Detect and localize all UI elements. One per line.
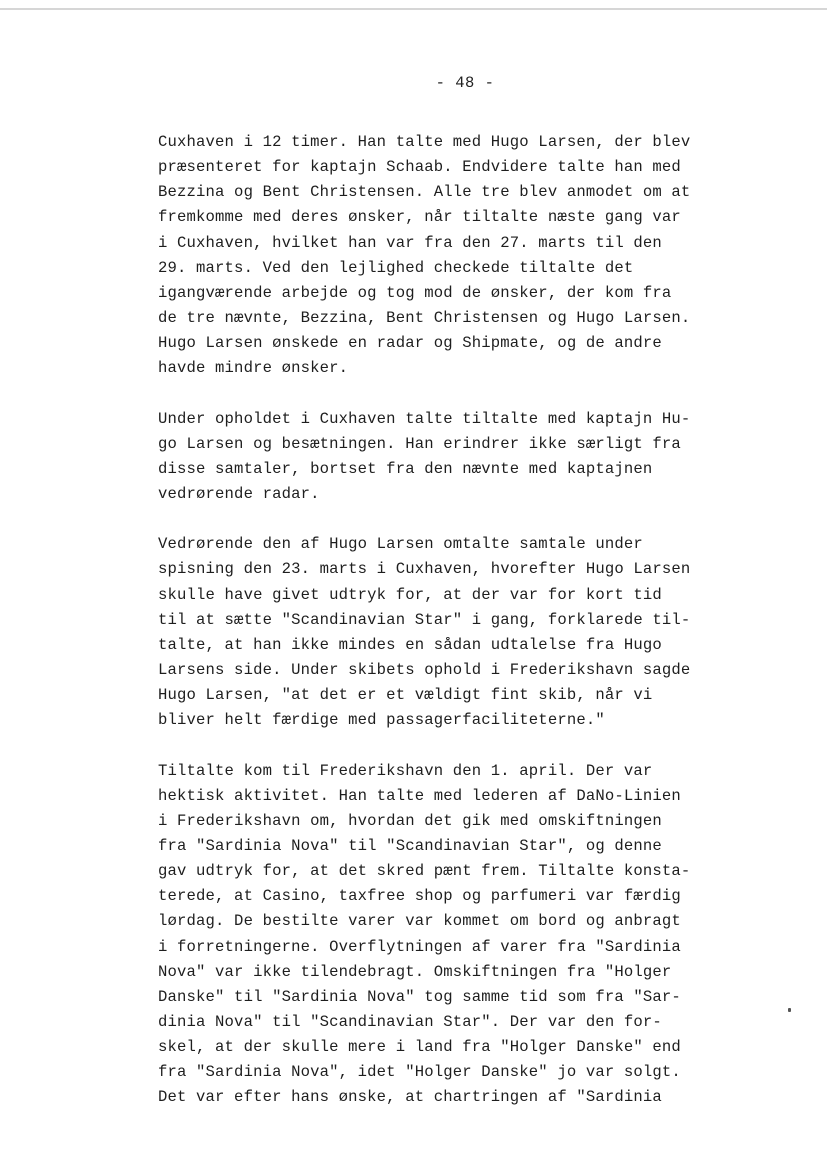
text-line: skulle have givet udtryk for, at der var for kort tid <box>158 585 662 604</box>
text-line: hektisk aktivitet. Han talte med lederen af DaNo-Linien <box>158 786 681 805</box>
text-line: bliver helt færdige med passagerfaciliteterne." <box>158 711 605 730</box>
text-line: talte, at han ikke mindes en sådan udtalelse fra Hugo <box>158 635 662 654</box>
text-line: Larsens side. Under skibets ophold i Frederikshavn sagde <box>158 660 691 679</box>
text-line: de tre nævnte, Bezzina, Bent Christensen og Hugo Larsen. <box>158 308 691 327</box>
scan-speck <box>788 1008 791 1012</box>
paragraph <box>158 407 778 508</box>
text-line: i Frederikshavn om, hvordan det gik med omskiftningen <box>158 811 662 830</box>
page-number: - 48 - <box>435 74 495 92</box>
text-line: disse samtaler, bortset fra den nævnte med kaptajnen <box>158 459 653 478</box>
text-line: fremkomme med deres ønsker, når tiltalte næste gang var <box>158 208 681 227</box>
text-line: Cuxhaven i 12 timer. Han talte med Hugo Larsen, der blev <box>158 133 691 151</box>
text-line: fra "Sardinia Nova", idet "Holger Danske" jo var solgt. <box>158 1063 681 1082</box>
text-line: dinia Nova" til "Scandinavian Star". Der var den for- <box>158 1012 662 1031</box>
text-line: go Larsen og besætningen. Han erindrer ikke særligt fra <box>158 434 681 453</box>
text-line: præsenteret for kaptajn Schaab. Endvidere talte han med <box>158 158 681 177</box>
text-line: i Cuxhaven, hvilket han var fra den 27. marts til den <box>158 233 662 252</box>
text-line: igangværende arbejde og tog mod de ønsker, der kom fra <box>158 283 672 302</box>
paragraph <box>158 759 778 1111</box>
text-line: Hugo Larsen ønskede en radar og Shipmate, og de andre <box>158 334 662 353</box>
text-line: terede, at Casino, taxfree shop og parfumeri var færdig <box>158 887 681 906</box>
text-line: Bezzina og Bent Christensen. Alle tre blev anmodet om at <box>158 183 691 202</box>
text-line: skel, at der skulle mere i land fra "Holger Danske" end <box>158 1038 681 1057</box>
text-line: Tiltalte kom til Frederikshavn den 1. april. Der var <box>158 761 653 780</box>
text-line: Under opholdet i Cuxhaven talte tiltalte med kaptajn Hu- <box>158 409 691 428</box>
text-line: Danske" til "Sardinia Nova" tog samme tid som fra "Sar- <box>158 987 681 1006</box>
paragraph <box>158 532 778 733</box>
text-line: til at sætte "Scandinavian Star" i gang, forklarede til- <box>158 610 691 629</box>
text-line: havde mindre ønsker. <box>158 359 349 378</box>
text-line: lørdag. De bestilte varer var kommet om bord og anbragt <box>158 912 681 931</box>
text-line: gav udtryk for, at det skred pænt frem. Tiltalte konsta- <box>158 862 691 881</box>
text-line: Vedrørende den af Hugo Larsen omtalte samtale under <box>158 535 643 554</box>
text-line: Nova" var ikke tilendebragt. Omskiftningen fra "Holger <box>158 962 672 981</box>
scan-top-edge <box>0 8 827 10</box>
text-line: spisning den 23. marts i Cuxhaven, hvorefter Hugo Larsen <box>158 560 691 579</box>
text-line: Hugo Larsen, "at det er et vældigt fint skib, når vi <box>158 686 653 705</box>
text-line: Det var efter hans ønske, at chartringen af "Sardinia <box>158 1088 662 1107</box>
text-line: vedrørende radar. <box>158 484 320 503</box>
document-body <box>158 130 778 1136</box>
text-line: fra "Sardinia Nova" til "Scandinavian Star", og denne <box>158 836 662 855</box>
text-line: i forretningerne. Overflytningen af varer fra "Sardinia <box>158 937 681 956</box>
paragraph <box>158 130 778 381</box>
text-line: 29. marts. Ved den lejlighed checkede tiltalte det <box>158 258 634 277</box>
